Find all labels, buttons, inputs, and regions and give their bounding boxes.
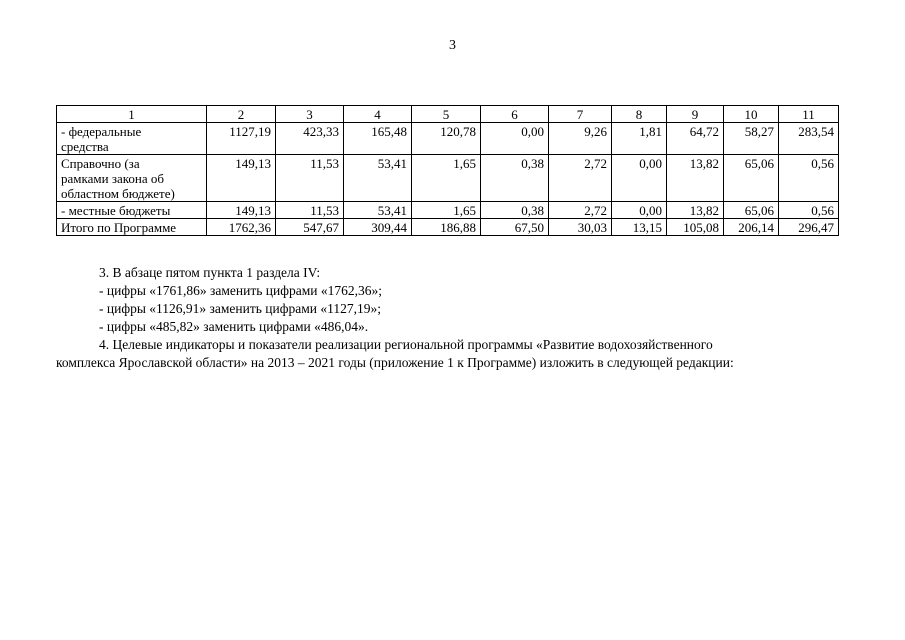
table-cell: 13,82 (667, 155, 724, 202)
table-cell: 0,56 (779, 202, 839, 219)
column-header: 2 (207, 106, 276, 123)
amendment-4-text-1: 4. Целевые индикаторы и показатели реализации региональной программы «Развитие водохозяйственного (99, 337, 713, 352)
amendment-4-line-1 (56, 336, 838, 354)
table-cell: 0,00 (481, 123, 549, 155)
table-cell: 11,53 (276, 202, 344, 219)
amendment-3-line: - цифры «485,82» заменить цифрами «486,04». (99, 319, 369, 334)
row-label (57, 219, 207, 236)
table-cell: 105,08 (667, 219, 724, 236)
table-cell: 2,72 (549, 155, 612, 202)
table-cell: 13,82 (667, 202, 724, 219)
table-cell: 423,33 (276, 123, 344, 155)
table-cell: 0,56 (779, 155, 839, 202)
table-cell: 165,48 (344, 123, 412, 155)
column-header: 10 (724, 106, 779, 123)
table-cell: 206,14 (724, 219, 779, 236)
column-header: 6 (481, 106, 549, 123)
table-cell: 149,13 (207, 155, 276, 202)
table-cell: 1127,19 (207, 123, 276, 155)
table-cell: 547,67 (276, 219, 344, 236)
row-label-line: - местные бюджеты (61, 203, 171, 218)
table-cell: 309,44 (344, 219, 412, 236)
amendment-3-line: - цифры «1761,86» заменить цифрами «1762,36»; (99, 283, 382, 298)
table-cell: 149,13 (207, 202, 276, 219)
row-label (57, 123, 207, 155)
table-cell: 58,27 (724, 123, 779, 155)
row-label-line: Итого по Программе (61, 220, 177, 235)
row-label (57, 202, 207, 219)
table-cell: 65,06 (724, 202, 779, 219)
row-label-line: Справочно (за (61, 156, 140, 171)
row-label-line: рамками закона об (61, 171, 164, 186)
table-cell: 64,72 (667, 123, 724, 155)
table-cell: 0,38 (481, 155, 549, 202)
table-cell: 67,50 (481, 219, 549, 236)
table-cell: 1,81 (612, 123, 667, 155)
table-cell: 11,53 (276, 155, 344, 202)
table-cell: 283,54 (779, 123, 839, 155)
table-cell: 296,47 (779, 219, 839, 236)
table-cell: 1,65 (412, 202, 481, 219)
table-cell: 65,06 (724, 155, 779, 202)
table-cell: 53,41 (344, 155, 412, 202)
amendment-3-heading: 3. В абзаце пятом пункта 1 раздела IV: (99, 265, 321, 280)
column-header: 1 (57, 106, 207, 123)
table-header-row (57, 106, 839, 123)
amendment-3-line: - цифры «1126,91» заменить цифрами «1127,19»; (99, 301, 381, 316)
amendments-text (56, 264, 838, 372)
budget-table (56, 105, 839, 236)
table-cell: 2,72 (549, 202, 612, 219)
column-header: 8 (612, 106, 667, 123)
table-cell: 1,65 (412, 155, 481, 202)
amendment-4-line-2: комплекса Ярославской области» на 2013 – 2021 годы (приложение 1 к Программе) изложить в следующей редакции: (56, 355, 734, 370)
row-label-line: - федеральные (61, 124, 142, 139)
column-header: 11 (779, 106, 839, 123)
table-cell: 13,15 (612, 219, 667, 236)
table-cell: 9,26 (549, 123, 612, 155)
table-cell: 0,00 (612, 155, 667, 202)
table-cell: 30,03 (549, 219, 612, 236)
table-cell: 120,78 (412, 123, 481, 155)
column-header: 3 (276, 106, 344, 123)
row-label-line: средства (61, 139, 109, 154)
column-header: 9 (667, 106, 724, 123)
column-header: 5 (412, 106, 481, 123)
table-cell: 0,38 (481, 202, 549, 219)
table-cell: 186,88 (412, 219, 481, 236)
column-header: 7 (549, 106, 612, 123)
table-cell: 0,00 (612, 202, 667, 219)
table-row-total (57, 219, 839, 236)
table-row-federal (57, 123, 839, 155)
row-label-line: областном бюджете) (61, 186, 175, 201)
row-label (57, 155, 207, 202)
table-row-reference (57, 155, 839, 202)
table-cell: 1762,36 (207, 219, 276, 236)
page-number: 3 (449, 38, 456, 53)
table-cell: 53,41 (344, 202, 412, 219)
column-header: 4 (344, 106, 412, 123)
table-row-local (57, 202, 839, 219)
